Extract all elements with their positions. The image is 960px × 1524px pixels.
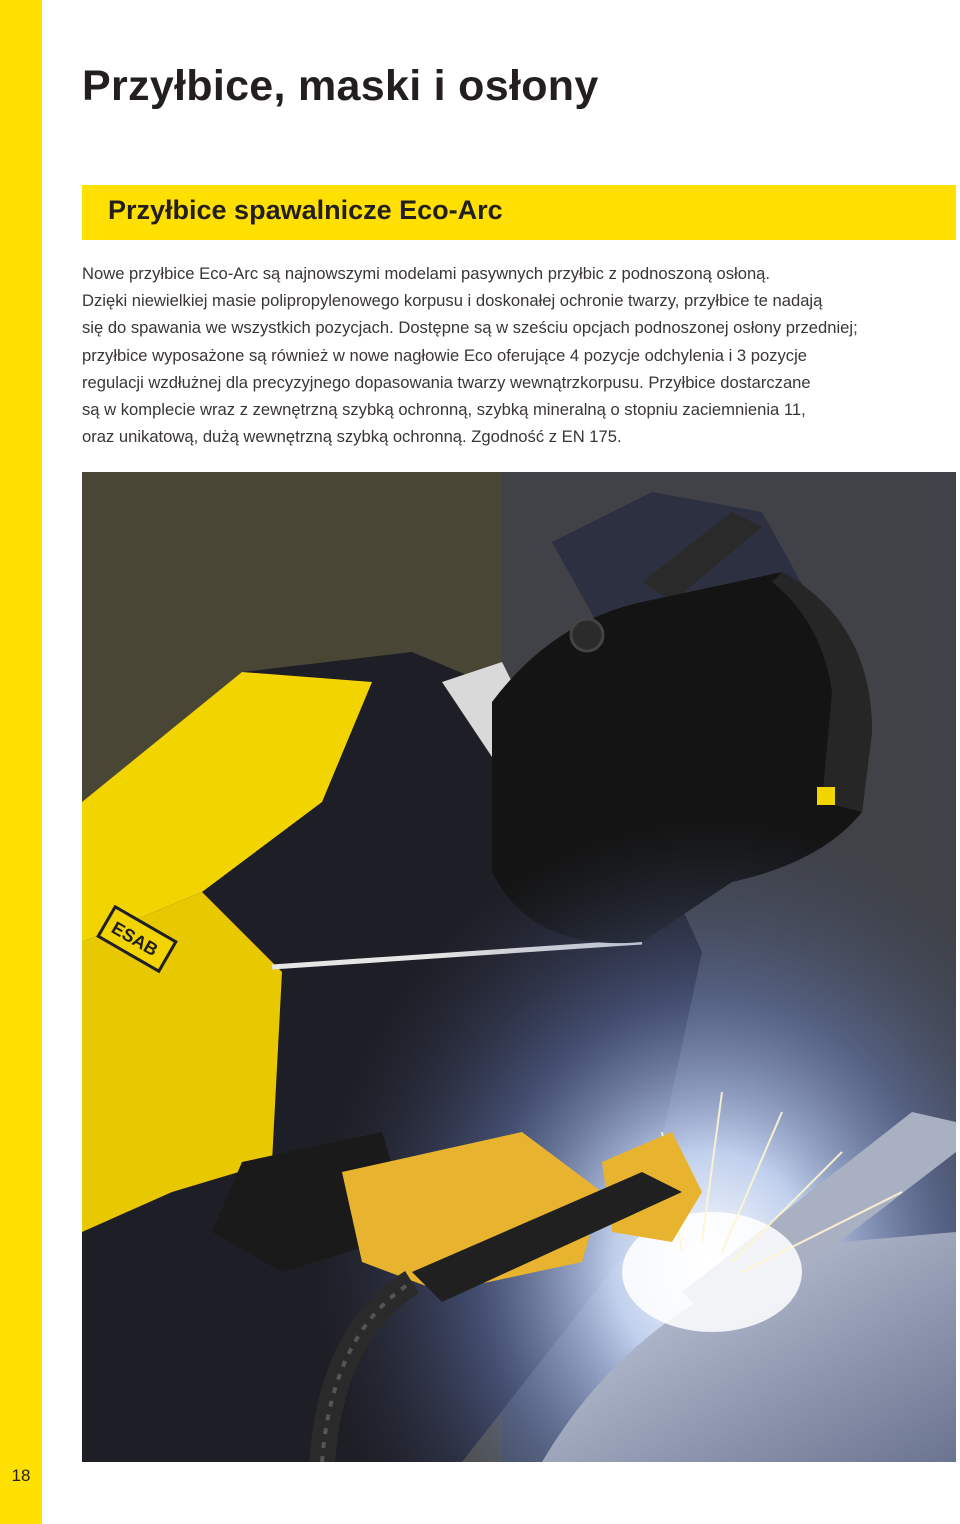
welder-illustration: [82, 472, 956, 1462]
page-title: Przyłbice, maski i osłony: [82, 62, 599, 110]
section-body-text: [82, 260, 960, 450]
section-header-band: [82, 185, 956, 240]
body-line: Dzięki niewielkiej masie polipropylenowego korpusu i doskonałej ochronie twarzy, przyłbice te nadają: [82, 291, 823, 311]
welder-photo: [82, 472, 956, 1462]
body-line: się do spawania we wszystkich pozycjach. Dostępne są w sześciu opcjach podnoszonej osłony przedniej;: [82, 318, 858, 338]
body-line: przyłbice wyposażone są również w nowe nagłowie Eco oferujące 4 pozycje odchylenia i 3 pozycje: [82, 345, 807, 365]
section-title: Przyłbice spawalnicze Eco-Arc: [108, 195, 503, 225]
page-number: 18: [11, 1466, 31, 1485]
yellow-side-strip: [0, 0, 42, 1524]
body-line: oraz unikatową, dużą wewnętrzną szybką ochronną. Zgodność z EN 175.: [82, 427, 622, 447]
body-line: Nowe przyłbice Eco-Arc są najnowszymi modelami pasywnych przyłbic z podnoszoną osłoną.: [82, 264, 771, 283]
body-line: są w komplecie wraz z zewnętrzną szybką ochronną, szybką mineralną o stopniu zaciemnienia 11,: [82, 400, 806, 420]
body-line: regulacji wzdłużnej dla precyzyjnego dopasowania twarzy wewnątrzkorpusu. Przyłbice dostarczane: [82, 372, 811, 392]
